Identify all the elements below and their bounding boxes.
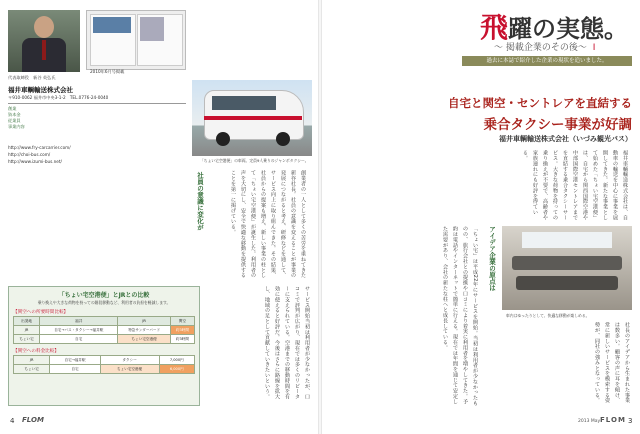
table-cell: ちょい宅空港便	[100, 365, 159, 374]
table-row	[14, 365, 195, 374]
time-compare-table	[13, 316, 195, 344]
company-url-2[interactable]: http://choi-bus.com/	[8, 152, 51, 157]
company-info	[8, 85, 186, 164]
headline-line-1: 自宅と関空・セントレアを直結する	[448, 96, 632, 110]
page-number-left: 4	[10, 417, 15, 425]
table-row	[14, 326, 195, 335]
info-label-capital: 資本金	[8, 112, 21, 117]
series-title-lead: 飛	[480, 11, 509, 44]
table-cell: ちょい宅	[14, 365, 50, 374]
table-cell: 自宅→福井駅	[50, 356, 100, 365]
seat-row-2	[516, 276, 618, 290]
table-cell: 6,000円	[159, 365, 194, 374]
table-cell: ちょい宅	[14, 335, 40, 344]
table-cell: 特急サンダーバード	[118, 326, 170, 335]
van-wheel-front	[216, 132, 230, 146]
van-caption: 「ちょい宅空港便」の車両。定員9人乗りのジャンボタクシー。	[200, 158, 309, 163]
interior-photo	[502, 226, 632, 310]
table-cell: 自宅	[40, 335, 118, 344]
table-cell: JR	[14, 326, 40, 335]
section-heading-idea: アイデア企業の原点は	[488, 226, 496, 291]
series-numeral: I	[592, 43, 596, 53]
table-row	[14, 335, 195, 344]
comparison-title: 「ちょい宅空港便」とJRとの比較	[58, 292, 150, 299]
left-body-text-lower: サービス開始当初は利用者が少なかったが、口コミで評判が広がり、現在では多くのリピーターに支えられている。空港までの移動時間を有効に使えると好評だ。今後はさらに路線を拡大し、地域の足として貢献していきたいという。	[264, 286, 310, 400]
headline	[362, 95, 632, 133]
interior-caption: 車内はゆったりとして、快適な移動が楽しめる。	[506, 313, 590, 318]
magazine-thumbnail	[86, 10, 186, 70]
magazine-caption: 2010年6月号掲載	[90, 69, 125, 74]
right-body-text-upper: 福井車輌輸送株式会社は、自動車の輸送を中心に事業を展開してきた。新たな事業として始めた「ちょい宅空港便」は、自宅から関西国際空港や中部国際空港セントレアまでを直結する乗合タクシーサービス。大きな荷物を持っての乗り換えが不要で、高齢者や家族連れにも好評を得ている。	[522, 150, 628, 221]
table-header: JR	[118, 317, 170, 326]
van-window	[212, 96, 276, 110]
table-cell: 約3時間	[170, 326, 194, 335]
comparison-note: 乗り換えや大きな荷物を持っての階段移動など、利用者の負担を軽減します。	[37, 300, 171, 305]
section-heading-employees: 社員の意識に変化が	[196, 172, 204, 231]
interior-window	[522, 232, 612, 248]
portrait-tie	[42, 40, 46, 60]
table-cell: タクシー	[100, 356, 159, 365]
portrait-head	[34, 16, 54, 38]
info-label-staff: 従業員	[8, 118, 21, 123]
series-title-rest: 躍の実態。	[508, 14, 629, 43]
table-cell: 約3時間	[170, 335, 194, 344]
right-body-text-bottom: 社長のアイデアから生まれた事業は数多い。顧客の声に耳を傾け、常に新しいサービスを模索する姿勢が、同社の強みとなっている。	[594, 322, 630, 403]
company-name: 福井車輌輸送株式会社	[8, 86, 73, 94]
company-url-1[interactable]: http://www.fry-carcarrier.com/	[8, 145, 71, 150]
right-page	[322, 0, 640, 434]
portrait-caption: 代表取締役 新谷 英弘氏	[8, 75, 56, 80]
van-photo	[192, 80, 312, 156]
issue-date: 2013 May	[578, 419, 601, 424]
company-address: 〒910-0062 福井市中央3-1-2 TEL.0776-24-0040	[8, 95, 109, 100]
table-cell: 7,000円	[159, 356, 194, 365]
table-cell: ちょい宅空港便	[118, 335, 170, 344]
info-label-business: 事業内容	[8, 124, 25, 129]
seat-row-1	[512, 256, 622, 270]
van-stripe	[204, 116, 302, 120]
company-url-3[interactable]: http://www.izumi-bus.net/	[8, 159, 62, 164]
flom-logo-left: FLOM	[22, 416, 44, 424]
fare-compare-table	[13, 355, 195, 374]
series-subtitle-text: 〜 掲載企業のその後〜	[494, 43, 587, 53]
series-subtitle	[494, 40, 595, 53]
info-label-founded: 創業	[8, 106, 17, 111]
table-cell: 自宅→バス・タクシー→福井駅	[40, 326, 118, 335]
table-header: 出発地	[14, 317, 40, 326]
flom-logo-right: FLOM	[600, 416, 626, 424]
comparison-box	[8, 286, 200, 406]
table-header: 福井	[40, 317, 118, 326]
left-body-text-upper: 創業者の一人として多くの苦労を重ねてきた新谷社長。社員の意識を変えることが事業の発展につながると考え、研修などを通して、サービス向上に取り組んできた。その結果、社員からの提案も増え、新しい事業の柱として「ちょい宅空港便」が誕生した。利用者の声を大切にし、安全で快適な移動を提供することを第一に掲げている。	[230, 170, 306, 278]
company-label: 福井車輌輸送株式会社（いづみ観光バス）	[499, 135, 632, 143]
fare-compare-title: 【関空への料金比較】	[13, 349, 59, 354]
table-cell: JR	[14, 356, 50, 365]
table-cell: 自宅	[50, 365, 100, 374]
portrait-photo	[8, 10, 80, 72]
table-header: 関空	[170, 317, 194, 326]
time-compare-title: 【関空への所要時間比較】	[13, 310, 69, 315]
van-wheel-rear	[276, 132, 290, 146]
page-number-right: 3	[628, 417, 633, 425]
series-banner: 過去に本誌で紹介した企業の現状を追いました。	[462, 56, 632, 66]
table-row	[14, 356, 195, 365]
headline-line-2: 乗合タクシー事業が好調	[483, 117, 632, 133]
right-body-text-lower: 「ちょい宅」は平成22年にサービスを開始。当初は利用者が少なかったものの、旅行会社との提携や口コミにより着実に利用者を増やしてきた。予約は電話やインターネットで簡単に行える。現在では年間を通じて安定した需要があり、会社の新たな柱へと成長している。	[442, 226, 478, 406]
